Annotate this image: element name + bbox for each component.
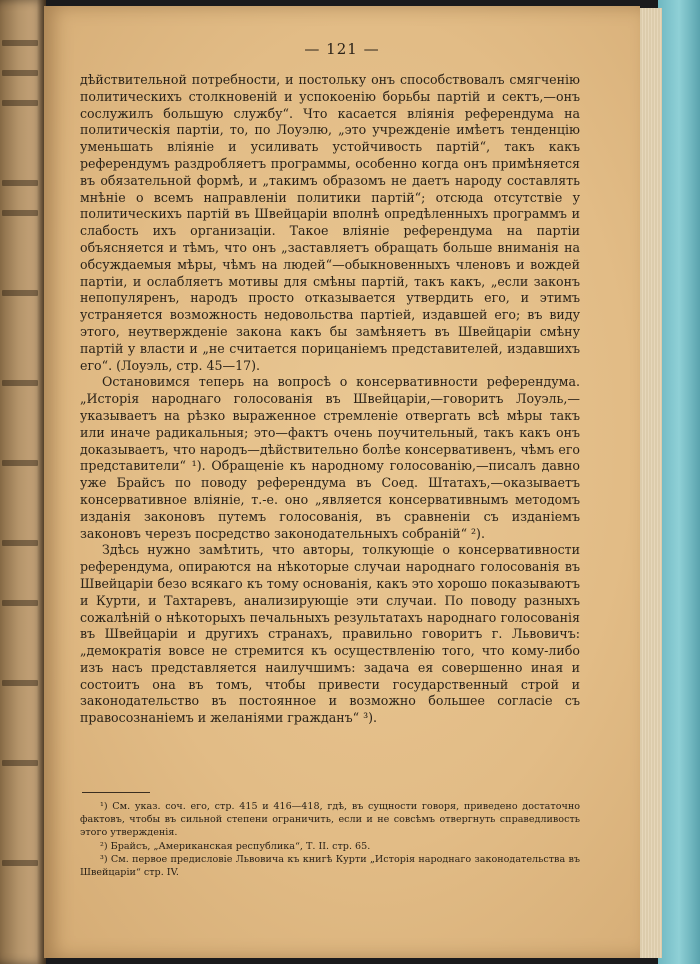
- body-text: [80, 72, 580, 727]
- footnote-3: ³) См. первое предисловіе Львовича къ книгѣ Курти „Исторія народнаго законодательства въ Швейцаріи“ стр. IV.: [80, 853, 580, 879]
- page-number: — 121 —: [304, 40, 380, 58]
- paragraph-3: Здѣсь нужно замѣтить, что авторы, толкующіе о консервативности референдума, опираются на нѣкоторые случаи народнаго голосованія въ Швейцаріи безо всякаго къ тому основанія, какъ это хорошо показываютъ и Курти, и Тахтаревъ, анализирующіе эти случаи. По поводу разныхъ сожалѣній о нѣкоторыхъ печальныхъ результатахъ народнаго голосованія въ Швейцаріи и другихъ странахъ, правильно говоритъ г. Львовичъ: „демократія вовсе не стремится къ осуществленію того, что кому-либо изъ насъ представляется наилучшимъ: задача ея совершенно иная и состоитъ она въ томъ, чтобы привести государственный строй и законодательство въ постоянное и возможно большее согласіе съ правосознаніемъ и желаніями гражданъ“ ³).: [80, 542, 580, 726]
- footnote-separator: [82, 792, 150, 793]
- footnote-1: ¹) См. указ. соч. его, стр. 415 и 416—418, гдѣ, въ сущности говоря, приведено достаточно фактовъ, чтобы въ сильной степени ограничить, если и не совсѣмъ отвергнуть справедливость этого утвержденія.: [80, 801, 580, 839]
- footnotes: [80, 800, 580, 879]
- paragraph-1: дѣйствительной потребности, и постольку онъ способствовалъ смягченію политическихъ столкновеній и успокоенію борьбы партій и сектъ,—онъ сослужилъ большую службу“. Что касается вліянія референдума на политическія партіи, то, по Лоуэлю, „это учрежденіе имѣетъ тенденцію уменьшать вліяніе и усиливать устойчивость партій“, такъ какъ референдумъ раздробляетъ программы, особенно когда онъ примѣняется въ обязательной формѣ, и „такимъ образомъ не даетъ народу составлять мнѣніе о всемъ направленіи политики партій“; отсюда отсутствіе у политическихъ партій въ Швейцаріи вполнѣ опредѣленныхъ программъ и слабость ихъ организаціи. Такое вліяніе референдума на партіи объясняется и тѣмъ, что онъ „заставляетъ обращать больше вниманія на обсуждаемыя мѣры, чѣмъ на людей“—обыкновенныхъ членовъ и вождей партіи, и ослабляетъ мотивы для смѣны партій, такъ какъ, „если законъ непопуляренъ, народъ просто отказывается утвердить его, и этимъ устраняется возможность недовольства партіей, издавшей его; въ виду этого, неутвержденіе закона какъ бы замѣняетъ въ Швейцаріи смѣну партій у власти и „не считается порицаніемъ представителей, издавшихъ его“. (Лоуэль, стр. 45—17).: [80, 72, 580, 373]
- book-cover-edge: [658, 0, 700, 964]
- left-page-edge: [0, 0, 46, 964]
- page-stack-edge: [638, 8, 662, 958]
- footnote-2: ²) Брайсъ, „Американская республика“, Т. II. стр. 65.: [100, 840, 371, 852]
- paragraph-2: Остановимся теперь на вопросѣ о консервативности референдума. „Исторія народнаго голосованія въ Швейцаріи,—говоритъ Лоуэль,—указываетъ на рѣзко выраженное стремленіе отвергать всѣ мѣры такъ или иначе радикальныя; это—фактъ очень поучительный, такъ какъ онъ доказываетъ, что народъ—дѣйствительно болѣе консервативенъ, чѣмъ его представители“ ¹). Обращеніе къ народному голосованію,—писалъ давно уже Брайсъ по поводу референдума въ Соед. Штатахъ,—оказываетъ консервативное вліяніе, т.-е. оно „является консервативнымъ методомъ изданія законовъ путемъ голосованія, въ сравненіи съ изданіемъ законовъ черезъ посредство законодательныхъ собраній“ ²).: [80, 374, 580, 541]
- book-page: [44, 6, 640, 958]
